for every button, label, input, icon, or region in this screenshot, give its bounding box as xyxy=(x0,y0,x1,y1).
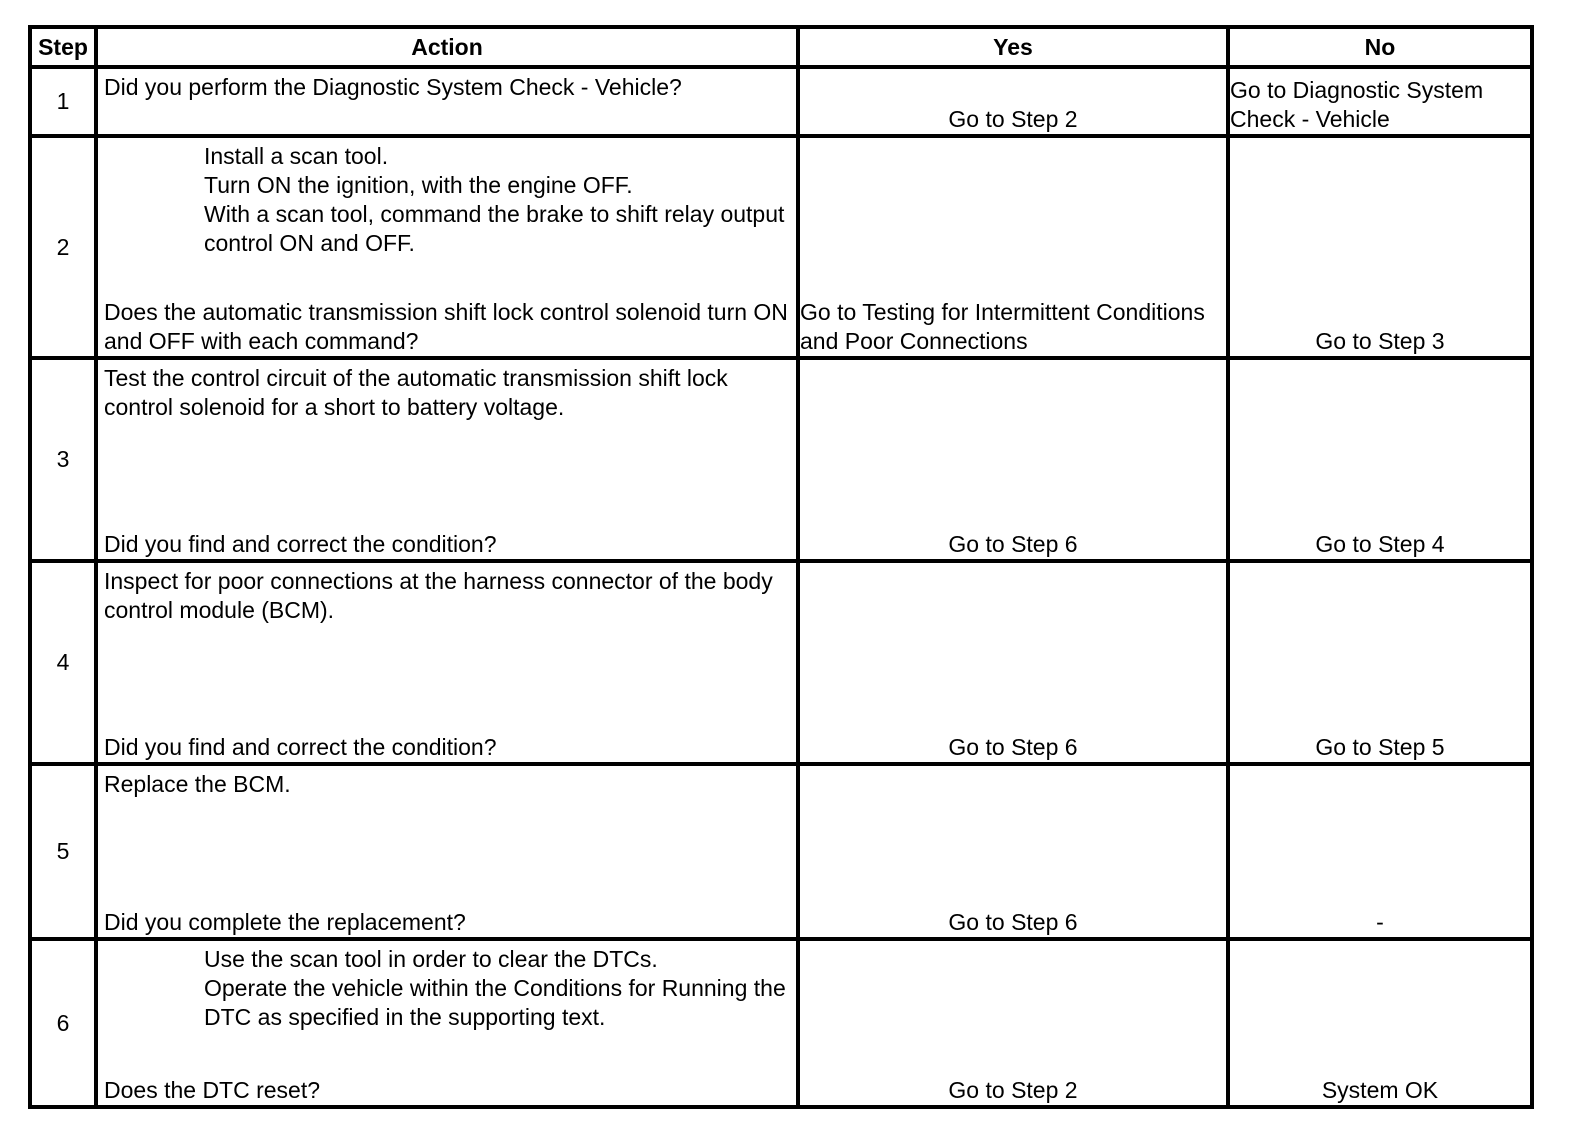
yes-result: Go to Step 6 xyxy=(798,764,1228,939)
action-cell xyxy=(96,939,798,1107)
action-description: Replace the BCM. xyxy=(104,771,291,797)
header-no: No xyxy=(1228,27,1532,67)
action-question: Did you find and correct the condition? xyxy=(104,531,497,557)
action-cell xyxy=(96,561,798,764)
action-step: With a scan tool, command the brake to shift relay output control ON and OFF. xyxy=(204,201,785,256)
action-cell xyxy=(96,136,798,358)
no-result: Go to Step 5 xyxy=(1228,561,1532,764)
table-row xyxy=(30,764,1532,939)
action-question: Did you find and correct the condition? xyxy=(104,734,497,760)
table-row xyxy=(30,136,1532,358)
step-number: 2 xyxy=(30,136,96,358)
no-result: - xyxy=(1228,764,1532,939)
action-question: Does the automatic transmission shift lock control solenoid turn ON and OFF with each command? xyxy=(104,299,788,354)
yes-result: Go to Step 2 xyxy=(798,939,1228,1107)
action-step: Use the scan tool in order to clear the DTCs. xyxy=(204,946,658,972)
action-cell xyxy=(96,358,798,561)
action-steps-list xyxy=(104,945,790,1032)
step-number: 5 xyxy=(30,764,96,939)
action-question: Does the DTC reset? xyxy=(104,1077,321,1103)
no-result: System OK xyxy=(1228,939,1532,1107)
header-step: Step xyxy=(30,27,96,67)
no-result: Go to Diagnostic System Check - Vehicle xyxy=(1228,67,1532,136)
action-question: Did you perform the Diagnostic System Check - Vehicle? xyxy=(104,74,682,100)
yes-result: Go to Step 6 xyxy=(798,358,1228,561)
action-description: Test the control circuit of the automatic transmission shift lock control solenoid for a short to battery voltage. xyxy=(104,365,728,420)
yes-result: Go to Testing for Intermittent Conditions and Poor Connections xyxy=(798,136,1228,358)
action-cell xyxy=(96,67,798,136)
action-step: Turn ON the ignition, with the engine OFF. xyxy=(204,172,633,198)
header-row xyxy=(30,27,1532,67)
table-row xyxy=(30,561,1532,764)
yes-result: Go to Step 6 xyxy=(798,561,1228,764)
header-yes: Yes xyxy=(798,27,1228,67)
diagnostic-table xyxy=(28,25,1534,1109)
step-number: 3 xyxy=(30,358,96,561)
action-steps-list xyxy=(104,142,790,258)
action-question: Did you complete the replacement? xyxy=(104,909,466,935)
header-action: Action xyxy=(96,27,798,67)
action-description: Inspect for poor connections at the harness connector of the body control module (BCM). xyxy=(104,568,773,623)
action-step: Operate the vehicle within the Conditions for Running the DTC as specified in the supporting text. xyxy=(204,975,786,1030)
action-cell xyxy=(96,764,798,939)
yes-result: Go to Step 2 xyxy=(798,67,1228,136)
step-number: 4 xyxy=(30,561,96,764)
step-number: 1 xyxy=(30,67,96,136)
no-result: Go to Step 4 xyxy=(1228,358,1532,561)
table-row xyxy=(30,67,1532,136)
no-result: Go to Step 3 xyxy=(1228,136,1532,358)
table-row xyxy=(30,939,1532,1107)
action-step: Install a scan tool. xyxy=(204,143,389,169)
step-number: 6 xyxy=(30,939,96,1107)
table-row xyxy=(30,358,1532,561)
